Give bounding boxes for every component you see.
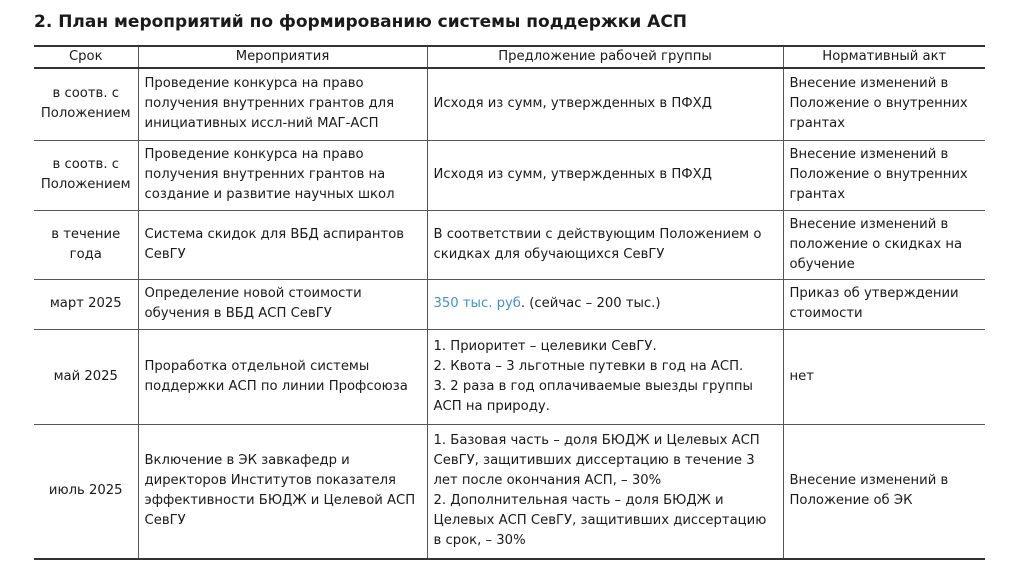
proposal-item: 3. 2 раза в год оплачиваемые выезды группы АСП на природу. <box>433 378 753 414</box>
page-title: 2. План мероприятий по формированию системы поддержки АСП <box>34 12 688 32</box>
table-row <box>34 279 985 329</box>
table-row <box>34 424 985 559</box>
cell-date: март 2025 <box>34 279 138 329</box>
header-event: Мероприятия <box>138 46 427 68</box>
cell-act: Внесение изменений в положение о скидках на обучение <box>783 210 985 279</box>
cell-date: май 2025 <box>34 329 138 424</box>
proposal-item: 2. Квота – 3 льготные путевки в год на АСП. <box>433 358 744 374</box>
cell-proposal: Исходя из сумм, утвержденных в ПФХД <box>427 68 783 140</box>
cell-proposal <box>427 279 783 329</box>
header-proposal: Предложение рабочей группы <box>427 46 783 68</box>
cell-date: в соотв. с Положением <box>34 68 138 140</box>
cell-date: в соотв. с Положением <box>34 140 138 210</box>
proposal-item: 2. Дополнительная часть – доля БЮДЖ и Целевых АСП СевГУ, защитивших диссертацию в срок, – 30% <box>433 493 767 549</box>
cell-act: Внесение изменений в Положение о внутренних грантах <box>783 68 985 140</box>
cell-date: июль 2025 <box>34 424 138 559</box>
action-plan-table <box>34 45 985 560</box>
table-row <box>34 68 985 140</box>
cell-act: нет <box>783 329 985 424</box>
cell-event: Система скидок для ВБД аспирантов СевГУ <box>138 210 427 279</box>
table-header-row <box>34 46 985 68</box>
cell-event: Проведение конкурса на право получения внутренних грантов для инициативных иссл-ний МАГ-АСП <box>138 68 427 140</box>
cell-proposal: Исходя из сумм, утвержденных в ПФХД <box>427 140 783 210</box>
cell-proposal: В соответствии с действующим Положением о скидках для обучающихся СевГУ <box>427 210 783 279</box>
cell-event: Определение новой стоимости обучения в ВБД АСП СевГУ <box>138 279 427 329</box>
proposal-item: 1. Базовая часть – доля БЮДЖ и Целевых АСП СевГУ, защитивших диссертацию в течение 3 лет после окончания АСП, – 30% <box>433 433 760 489</box>
cell-event: Проведение конкурса на право получения внутренних грантов на создание и развитие научных школ <box>138 140 427 210</box>
cell-date: в течение года <box>34 210 138 279</box>
proposal-item: 1. Приоритет – целевики СевГУ. <box>433 338 657 354</box>
table-row <box>34 329 985 424</box>
price-note: . (сейчас – 200 тыс.) <box>520 296 661 311</box>
table-row <box>34 140 985 210</box>
cell-act: Внесение изменений в Положение об ЭК <box>783 424 985 559</box>
price-highlight: 350 тыс. руб <box>433 296 521 311</box>
cell-act: Внесение изменений в Положение о внутренних грантах <box>783 140 985 210</box>
header-date: Срок <box>34 46 138 68</box>
cell-proposal <box>427 424 783 559</box>
cell-event: Проработка отдельной системы поддержки АСП по линии Профсоюза <box>138 329 427 424</box>
cell-act: Приказ об утверждении стоимости <box>783 279 985 329</box>
cell-event: Включение в ЭК завкафедр и директоров Институтов показателя эффективности БЮДЖ и Целевой АСП СевГУ <box>138 424 427 559</box>
cell-proposal <box>427 329 783 424</box>
header-act: Нормативный акт <box>783 46 985 68</box>
table-row <box>34 210 985 279</box>
